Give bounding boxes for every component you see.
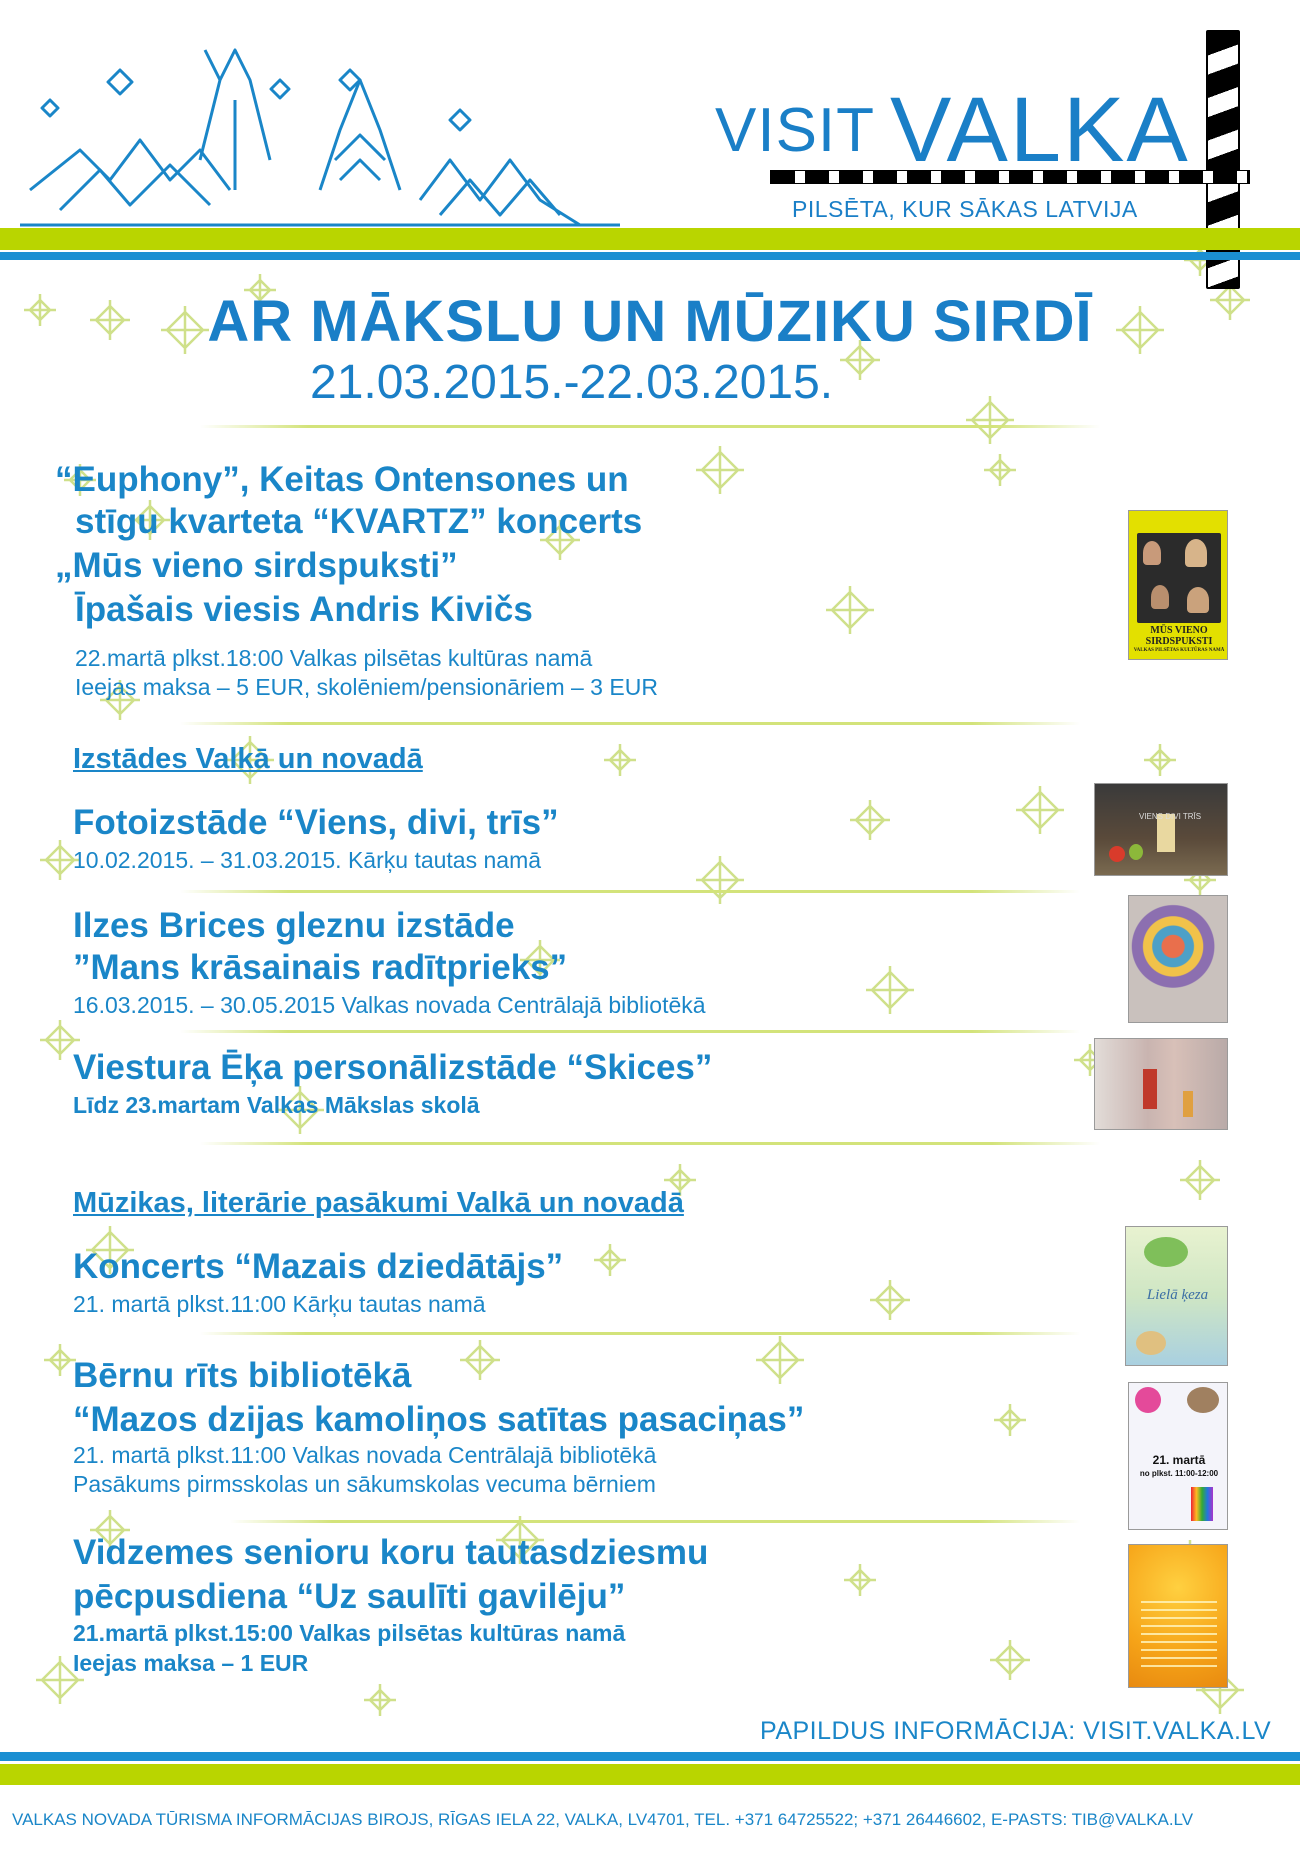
- event-seniors-title-line2: pēcpusdiena “Uz saulīti gavilēju”: [73, 1577, 626, 1616]
- sparkle-ornament: [866, 966, 914, 1014]
- event-seniors-title-line1: Vidzemes senioru koru tautasdziesmu: [73, 1533, 709, 1572]
- logo-tagline: PILSĒTA, KUR SĀKAS LATVIJA: [792, 196, 1138, 222]
- sparkle-ornament: [460, 1340, 500, 1380]
- thumb-yarn: [1135, 1387, 1161, 1413]
- poster-figure: [1185, 539, 1207, 567]
- event-eks-title: Viestura Ēķa personālizstāde “Skices”: [73, 1048, 713, 1087]
- thumb-apple: [1109, 846, 1125, 862]
- sparkle-ornament: [1144, 744, 1176, 776]
- featured-poster: [1128, 510, 1228, 660]
- divider: [200, 425, 1100, 428]
- logo-valka: VALKA: [890, 79, 1190, 181]
- event-concert-info: 21. martā plkst.11:00 Kārķu tautas namā: [73, 1291, 486, 1317]
- sparkle-ornament: [604, 744, 636, 776]
- sparkle-ornament: [850, 800, 890, 840]
- section-heading-exhibitions: Izstādes Valkā un novadā: [73, 743, 423, 775]
- thumb-figure: [1143, 1069, 1157, 1109]
- event-children-info-line1: 21. martā plkst.11:00 Valkas novada Centrālajā bibliotēkā: [73, 1442, 657, 1468]
- divider: [200, 1142, 1100, 1145]
- thumb-figure: [1183, 1091, 1193, 1117]
- event-children-title-line2: “Mazos dzijas kamoliņos satītas pasaciņas”: [73, 1400, 805, 1439]
- poster-figure: [1151, 585, 1169, 609]
- footer-contact: VALKAS NOVADA TŪRISMA INFORMĀCIJAS BIROJS, RĪGAS IELA 22, VALKA, LV4701, TEL. +371 64725522; +371 26446602, E-PASTS: TIB@VALKA.LV: [12, 1810, 1194, 1829]
- divider: [180, 722, 1080, 725]
- sparkle-ornament: [826, 586, 874, 634]
- sparkle-ornament: [1180, 1160, 1220, 1200]
- divider: [200, 1332, 1080, 1335]
- sparkle-ornament: [756, 1336, 804, 1384]
- poster-text: MŪS VIENO: [1150, 625, 1208, 636]
- event-photo-title: Fotoizstāde “Viens, divi, trīs”: [73, 803, 559, 842]
- section-heading-music: Mūzikas, literārie pasākumi Valkā un novadā: [73, 1187, 684, 1219]
- sparkle-ornament: [994, 1404, 1026, 1436]
- event-children-title-line1: Bērnu rīts bibliotēkā: [73, 1356, 412, 1395]
- thumb-text: VIENS DIVI TRĪS: [1139, 812, 1202, 821]
- event-children-thumb: [1128, 1382, 1228, 1530]
- sparkle-ornament: [44, 1344, 76, 1376]
- event-brice-title-line1: Ilzes Brices gleznu izstāde: [73, 906, 515, 945]
- event-concert-title: Koncerts “Mazais dziedātājs”: [73, 1247, 564, 1286]
- poster-photo: [1137, 533, 1221, 623]
- event-dates: 21.03.2015.-22.03.2015.: [310, 356, 834, 409]
- footer-band-green: [0, 1764, 1300, 1785]
- featured-title-line2: stīgu kvarteta “KVARTZ” koncerts: [75, 502, 643, 541]
- sparkle-ornament: [696, 446, 744, 494]
- header-band-blue: [0, 252, 1300, 260]
- sparkle-ornament: [870, 1280, 910, 1320]
- poster-figure: [1187, 587, 1209, 613]
- thumb-pencils: [1191, 1487, 1213, 1521]
- event-seniors-info-line2: Ieejas maksa – 1 EUR: [73, 1650, 309, 1676]
- divider: [230, 1520, 1080, 1523]
- poster-text: VALKAS PILSĒTAS KULTŪRAS NAMĀ: [1133, 648, 1225, 653]
- sparkle-ornament: [1016, 786, 1064, 834]
- page-title: AR MĀKSLU UN MŪZIKU SIRDĪ: [207, 289, 1093, 354]
- sparkle-ornament: [990, 1640, 1030, 1680]
- thumb-time: no plkst. 11:00-12:00: [1139, 1469, 1219, 1478]
- poster-figure: [1143, 541, 1161, 565]
- event-concert-thumb: [1125, 1226, 1228, 1366]
- thumb-shell: [1136, 1331, 1166, 1355]
- thumb-date: 21. martā: [1152, 1453, 1206, 1467]
- thumb-yarn: [1187, 1387, 1219, 1413]
- event-photo-info: 10.02.2015. – 31.03.2015. Kārķu tautas namā: [73, 847, 542, 873]
- header-folk-ornament: [20, 40, 620, 230]
- thumb-apple: [1129, 844, 1143, 860]
- event-brice-thumb: [1128, 895, 1228, 1023]
- featured-title-line4: Īpašais viesis Andris Kivičs: [75, 590, 533, 629]
- more-info-link[interactable]: PAPILDUS INFORMĀCIJA: VISIT.VALKA.LV: [760, 1717, 1272, 1745]
- sparkle-ornament: [984, 454, 1016, 486]
- featured-title-line3: „Mūs vieno sirdspuksti”: [55, 546, 458, 585]
- featured-title-line1: “Euphony”, Keitas Ontensones un: [55, 460, 629, 499]
- event-children-info-line2: Pasākums pirmsskolas un sākumskolas vecuma bērniem: [73, 1471, 656, 1497]
- thumb-title: Lielā ķeza: [1146, 1287, 1209, 1303]
- sparkle-ornament: [364, 1684, 396, 1716]
- event-brice-info: 16.03.2015. – 30.05.2015 Valkas novada Centrālajā bibliotēkā: [73, 992, 706, 1018]
- event-eks-info: Līdz 23.martam Valkas Mākslas skolā: [73, 1092, 480, 1118]
- divider: [180, 890, 1080, 893]
- event-brice-title-line2: ”Mans krāsainais radītprieks”: [73, 948, 568, 987]
- sparkle-ornament: [696, 856, 744, 904]
- header-band-green: [0, 228, 1300, 250]
- divider: [180, 1030, 1080, 1033]
- sparkle-ornament: [966, 396, 1014, 444]
- barrier-post-graphic: [1206, 30, 1240, 289]
- featured-info-line2: Ieejas maksa – 5 EUR, skolēniem/pensionāriem – 3 EUR: [75, 674, 658, 700]
- featured-info-line1: 22.martā plkst.18:00 Valkas pilsētas kultūras namā: [75, 645, 593, 671]
- event-eks-thumb: [1094, 1038, 1228, 1130]
- sparkle-ornament: [594, 1244, 626, 1276]
- thumb-text-lines: [1141, 1601, 1217, 1671]
- thumb-frog: [1144, 1237, 1188, 1267]
- logo-visit: VISIT: [715, 96, 876, 165]
- event-photo-thumb: [1094, 783, 1228, 876]
- event-seniors-thumb: [1128, 1544, 1228, 1688]
- event-seniors-info-line1: 21.martā plkst.15:00 Valkas pilsētas kultūras namā: [73, 1620, 626, 1646]
- poster-text: SIRDSPUKSTI: [1145, 636, 1213, 647]
- sparkle-ornament: [844, 1564, 876, 1596]
- footer-band-blue: [0, 1752, 1300, 1761]
